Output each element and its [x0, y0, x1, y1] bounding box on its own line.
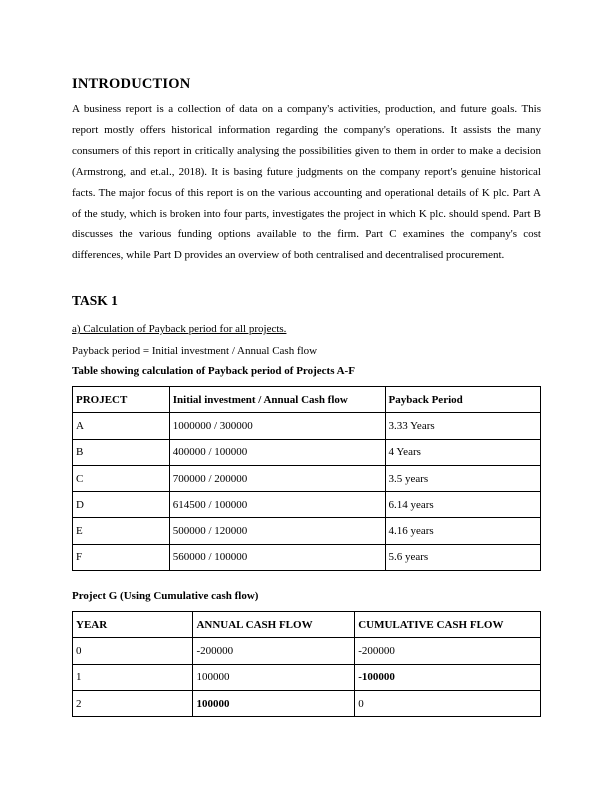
table-cell: 100000 — [193, 690, 355, 716]
table-cell: -200000 — [193, 638, 355, 664]
table-row — [73, 413, 541, 439]
task-subheading: a) Calculation of Payback period for all projects. — [72, 323, 287, 335]
table-cell: 3.33 Years — [385, 413, 541, 439]
table-header-cell: CUMULATIVE CASH FLOW — [355, 612, 541, 638]
table-cell: 400000 / 100000 — [169, 439, 385, 465]
table-cell: 0 — [73, 638, 193, 664]
table-cell: D — [73, 492, 170, 518]
table-row — [73, 518, 541, 544]
table-cell: 4 Years — [385, 439, 541, 465]
payback-formula: Payback period = Initial investment / Annual Cash flow — [72, 345, 318, 357]
intro-paragraph: A business report is a collection of data on a company's activities, production, and future goals. This report mostly offers historical information regarding the company's operations. It assists the many consumers of this report in critically analysing the possibilities given to them in order to make a decision (Armstrong, and et.al., 2018). It is basing future judgments on the company report's genuine historical facts. The major focus of this report is on the various accounting and operational details of K plc. Part A of the study, which is broken into four parts, investigates the project in which K plc. should spend. Part B discusses the various funding options available to the firm. Part C examines the company's cost differences, while Part D provides an overview of both centralised and decentralised procurement. — [72, 103, 541, 262]
table-header-row — [73, 612, 541, 638]
intro-heading: INTRODUCTION — [72, 76, 191, 92]
task-heading: TASK 1 — [72, 293, 118, 308]
table-cell: 6.14 years — [385, 492, 541, 518]
table-cell: 4.16 years — [385, 518, 541, 544]
table-row — [73, 439, 541, 465]
table-cell: A — [73, 413, 170, 439]
table2-caption: Project G (Using Cumulative cash flow) — [72, 590, 259, 602]
table-cell: E — [73, 518, 170, 544]
table1-caption: Table showing calculation of Payback period of Projects A-F — [72, 365, 355, 377]
table-cell: 500000 / 120000 — [169, 518, 385, 544]
payback-table — [72, 386, 541, 571]
table-row — [73, 492, 541, 518]
table-cell: 3.5 years — [385, 465, 541, 491]
table-cell: 560000 / 100000 — [169, 544, 385, 570]
table-cell: 0 — [355, 690, 541, 716]
table-header-cell: Initial investment / Annual Cash flow — [169, 387, 385, 413]
table-cell: -200000 — [355, 638, 541, 664]
table-cell: 614500 / 100000 — [169, 492, 385, 518]
table-header-cell: Payback Period — [385, 387, 541, 413]
cumulative-cash-flow-table — [72, 611, 541, 717]
table-header-cell: ANNUAL CASH FLOW — [193, 612, 355, 638]
table-cell: 1 — [73, 664, 193, 690]
table-row — [73, 638, 541, 664]
table-cell: F — [73, 544, 170, 570]
table-row — [73, 690, 541, 716]
table-cell: 1000000 / 300000 — [169, 413, 385, 439]
table-cell: 2 — [73, 690, 193, 716]
table-header-cell: PROJECT — [73, 387, 170, 413]
table-header-row — [73, 387, 541, 413]
table-cell: -100000 — [355, 664, 541, 690]
table-cell: C — [73, 465, 170, 491]
table-row — [73, 465, 541, 491]
table-cell: 5.6 years — [385, 544, 541, 570]
table-row — [73, 544, 541, 570]
table-header-cell: YEAR — [73, 612, 193, 638]
table-cell: 100000 — [193, 664, 355, 690]
table-cell: B — [73, 439, 170, 465]
table-cell: 700000 / 200000 — [169, 465, 385, 491]
table-row — [73, 664, 541, 690]
